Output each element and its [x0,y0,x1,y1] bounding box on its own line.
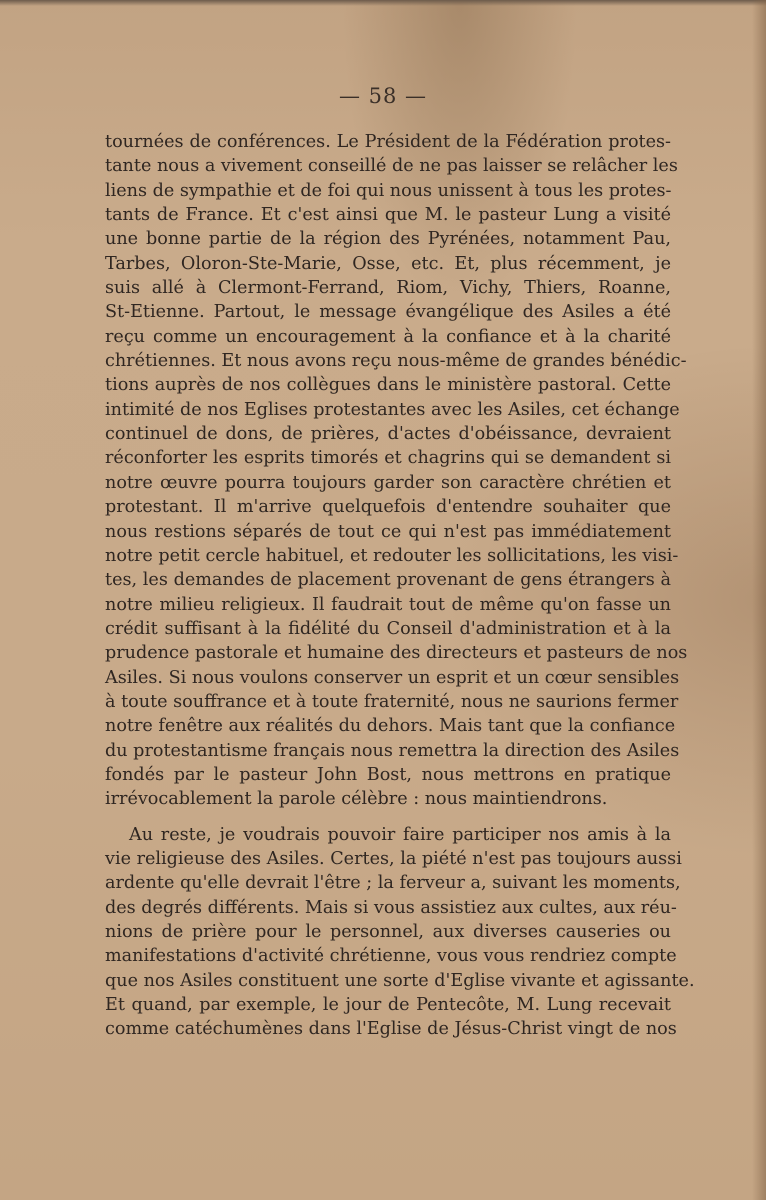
text-line: que nos Asiles constituent une sorte d'Eglise vivante et agissante. [105,970,695,991]
text-line: irrévocablement la parole célèbre : nous maintiendrons. [105,789,608,810]
text-line: nions de prière pour le personnel, aux diverses causeries ou [105,922,671,942]
page-number: — 58 — [338,84,428,108]
text-line: tants de France. Et c'est ainsi que M. le pasteur Lung a visité [105,205,671,226]
text-line: à toute souffrance et à toute fraternité, nous ne saurions fermer [105,691,679,712]
text-line: Au reste, je voudrais pouvoir faire participer nos amis à la [129,824,671,845]
text-line: tournées de conférences. Le Président de la Fédération protes- [105,132,671,152]
paragraph [105,130,688,812]
text-line: vie religieuse des Asiles. Certes, la piété n'est pas toujours aussi [105,848,682,869]
text-line: notre œuvre pourra toujours garder son caractère chrétien et [105,472,671,493]
text-line: Asiles. Si nous voulons conserver un esprit et un cœur sensibles [105,667,680,688]
text-line: des degrés différents. Mais si vous assistiez aux cultes, aux réu- [105,897,677,918]
text-line: Tarbes, Oloron-Ste-Marie, Osse, etc. Et, plus récemment, je [105,253,671,274]
text-line: Et quand, par exemple, le jour de Pentecôte, M. Lung recevait [105,995,671,1016]
text-line: tes, les demandes de placement provenant de gens étrangers à [105,570,671,591]
text-line: une bonne partie de la région des Pyrénées, notamment Pau, [105,229,671,250]
page-top-shadow [0,0,766,6]
text-line: fondés par le pasteur John Bost, nous mettrons en pratique [105,764,671,785]
text-line: nous restions séparés de tout ce qui n'est pas immédiatement [105,521,671,542]
text-line: reçu comme un encouragement à la confiance et à la charité [105,326,671,347]
paragraph [105,823,695,1042]
text-line: chrétiennes. Et nous avons reçu nous-même de grandes bénédic- [105,351,687,372]
text-line: suis allé à Clermont-Ferrand, Riom, Vichy, Thiers, Roanne, [105,278,671,299]
text-line: continuel de dons, de prières, d'actes d'obéissance, devraient [105,424,671,445]
text-line: protestant. Il m'arrive quelquefois d'entendre souhaiter que [105,497,671,518]
paragraph-gap [105,812,671,823]
text-line: notre milieu religieux. Il faudrait tout de même qu'on fasse un [105,594,671,615]
text-line: liens de sympathie et de foi qui nous unissent à tous les protes- [105,180,672,201]
text-line: tions auprès de nos collègues dans le ministère pastoral. Cette [105,375,671,396]
text-line: tante nous a vivement conseillé de ne pas laisser se relâcher les [105,156,678,177]
text-line: intimité de nos Eglises protestantes avec les Asiles, cet échange [105,399,680,420]
text-line: réconforter les esprits timorés et chagrins qui se demandent si [105,448,671,469]
text-line: St-Etienne. Partout, le message évangélique des Asiles a été [105,302,671,323]
text-line: ardente qu'elle devrait l'être ; la ferveur a, suivant les moments, [105,873,681,894]
text-line: manifestations d'activité chrétienne, vous vous rendriez compte [105,946,677,967]
text-line: comme catéchumènes dans l'Eglise de Jésus-Christ vingt de nos [105,1019,677,1040]
text-line: notre fenêtre aux réalités du dehors. Mais tant que la confiance [105,716,676,737]
text-line: du protestantisme français nous remettra la direction des Asiles [105,740,680,761]
text-line: crédit suffisant à la fidélité du Conseil d'administration et à la [105,618,671,639]
page-right-shadow [752,0,766,1200]
text-line: prudence pastorale et humaine des directeurs et pasteurs de nos [105,643,688,664]
body-text [105,130,695,1042]
text-line: notre petit cercle habituel, et redouter les sollicitations, les visi- [105,545,679,566]
